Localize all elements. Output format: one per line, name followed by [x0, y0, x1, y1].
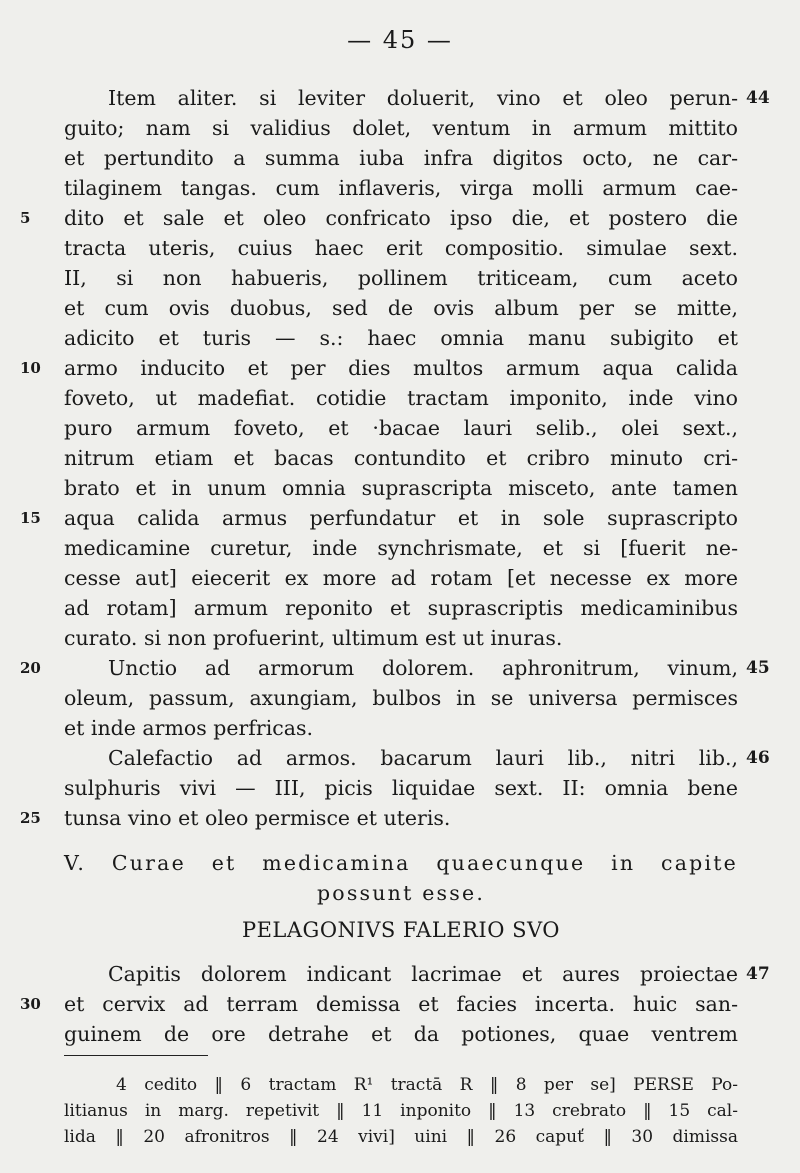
text-line: Calefactio ad armos. bacarum lauri lib., nitri lib.,: [108, 746, 738, 770]
text-line: adicito et turis — s.: haec omnia manu subigito et: [64, 326, 738, 350]
text-line: et inde armos perfricas.: [64, 716, 313, 740]
footnote-rule: [64, 1055, 208, 1056]
text-line: guinem de ore detrahe et da potiones, quae ventrem: [64, 1022, 738, 1046]
page-number: — 45 —: [347, 26, 453, 54]
marginal-number: 46: [746, 748, 770, 768]
marginal-number: 47: [746, 964, 770, 984]
text-line: sulphuris vivi — III, picis liquidae sext. II: omnia bene: [64, 776, 738, 800]
text-line: dito et sale et oleo confricato ipso die, et postero die: [64, 206, 738, 230]
text-line: armo inducito et per dies multos armum aqua calida: [64, 356, 738, 380]
text-line: et cum ovis duobus, sed de ovis album per se mitte,: [64, 296, 738, 320]
text-line: tunsa vino et oleo permisce et uteris.: [64, 806, 451, 830]
text-line: curato. si non profuerint, ultimum est ut inuras.: [64, 626, 563, 650]
text-line: guito; nam si validius dolet, ventum in armum mittito: [64, 116, 738, 140]
line-number: 15: [20, 509, 41, 527]
text-line: ad rotam] armum reponito et suprascriptis medicaminibus: [64, 596, 738, 620]
text-line: et pertundito a summa iuba infra digitos octo, ne car-: [64, 146, 738, 170]
text-line: brato et in unum omnia suprascripta misceto, ante tamen: [64, 476, 738, 500]
text-line: Capitis dolorem indicant lacrimae et aures proiectae: [108, 962, 738, 986]
line-number: 10: [20, 359, 41, 377]
section-title: V. Curae et medicamina quaecunque in capite: [64, 851, 738, 875]
footnote-line: litianus in marg. repetivit ‖ 11 inponito ‖ 13 crebrato ‖ 15 cal-: [64, 1101, 738, 1121]
text-line: Unctio ad armorum dolorem. aphronitrum, vinum,: [108, 656, 738, 680]
text-line: foveto, ut madefiat. cotidie tractam imponito, inde vino: [64, 386, 738, 410]
text-line: nitrum etiam et bacas contundito et cribro minuto cri-: [64, 446, 738, 470]
section-title-continued: possunt esse.: [316, 881, 486, 905]
marginal-number: 44: [746, 88, 770, 108]
text-line: Item aliter. si leviter doluerit, vino et oleo perun-: [108, 86, 738, 110]
text-line: II, si non habueris, pollinem triticeam, cum aceto: [64, 266, 738, 290]
footnote-line: 4 cedito ‖ 6 tractam R¹ tractā R ‖ 8 per se] PERSE Po-: [116, 1075, 738, 1095]
text-line: tilaginem tangas. cum inflaveris, virga molli armum cae-: [64, 176, 738, 200]
line-number: 25: [20, 809, 41, 827]
footnote-line: lida ‖ 20 afronitros ‖ 24 vivi] uini ‖ 26 capuť ‖ 30 dimissa: [64, 1127, 738, 1147]
text-line: et cervix ad terram demissa et facies incerta. huic san-: [64, 992, 738, 1016]
text-line: medicamine curetur, inde synchrismate, et si [fuerit ne-: [64, 536, 738, 560]
section-heading: PELAGONIVS FALERIO SVO: [241, 918, 561, 942]
text-line: tracta uteris, cuius haec erit compositio. simulae sext.: [64, 236, 738, 260]
text-line: aqua calida armus perfundatur et in sole suprascripto: [64, 506, 738, 530]
text-line: puro armum foveto, et ·bacae lauri selib., olei sext.,: [64, 416, 738, 440]
line-number: 5: [20, 209, 31, 227]
line-number: 30: [20, 995, 41, 1013]
marginal-number: 45: [746, 658, 770, 678]
line-number: 20: [20, 659, 41, 677]
text-line: oleum, passum, axungiam, bulbos in se universa permisces: [64, 686, 738, 710]
text-line: cesse aut] eiecerit ex more ad rotam [et necesse ex more: [64, 566, 738, 590]
